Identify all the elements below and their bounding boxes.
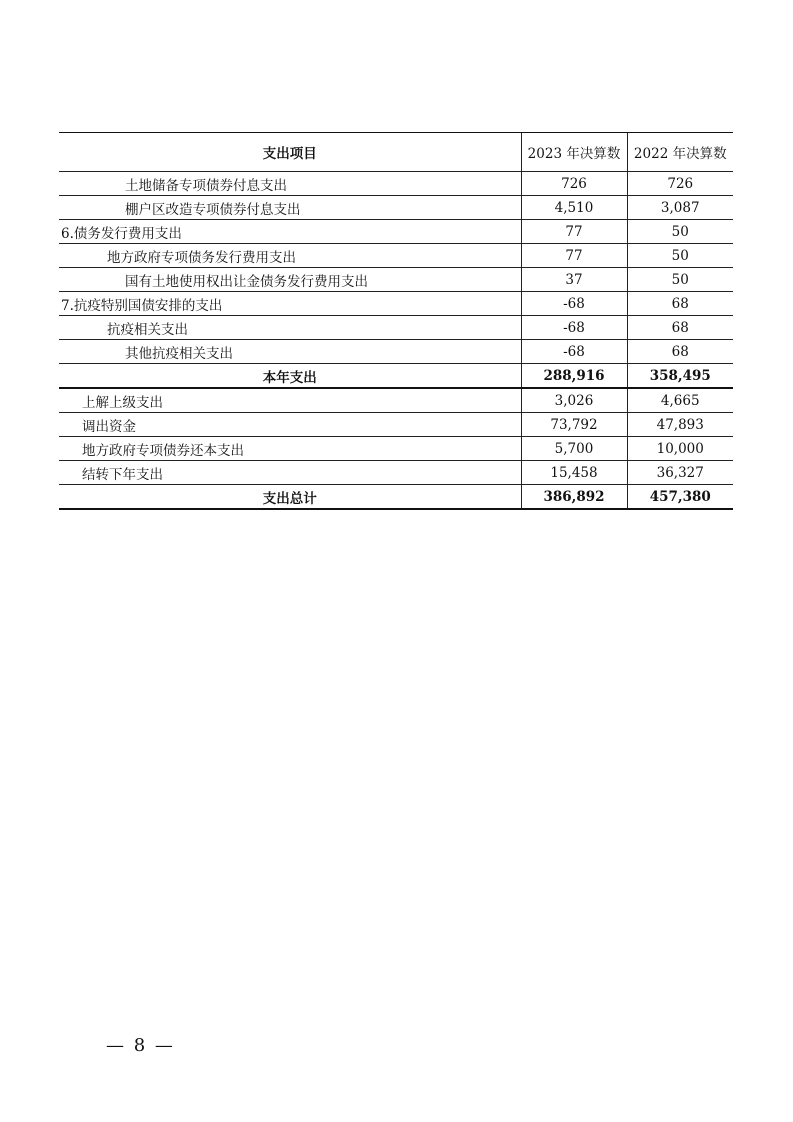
table-row [59,220,733,244]
row-value-2023: 3,026 [521,388,627,413]
row-label: 棚户区改造专项债券付息支出 [59,196,521,220]
row-value-2022: 68 [627,316,733,340]
table-row [59,244,733,268]
row-value-2022: 3,087 [627,196,733,220]
header-item: 支出项目 [59,133,521,172]
grand-total-value-2023: 386,892 [521,485,627,510]
row-label: 国有土地使用权出让金债务发行费用支出 [59,268,521,292]
row-value-2022: 10,000 [627,437,733,461]
row-value-2023: 15,458 [521,461,627,485]
table-row [59,316,733,340]
table-row [59,340,733,364]
header-2023: 2023 年决算数 [521,133,627,172]
row-label: 调出资金 [59,413,521,437]
row-label: 7.抗疫特别国债安排的支出 [59,292,521,316]
expenditure-table [59,132,733,510]
subtotal-row [59,364,733,389]
subtotal-label: 本年支出 [59,364,521,389]
subtotal-value-2022: 358,495 [627,364,733,389]
row-label: 土地储备专项债券付息支出 [59,172,521,196]
table-row [59,461,733,485]
row-value-2023: 77 [521,220,627,244]
subtotal-value-2023: 288,916 [521,364,627,389]
row-label: 其他抗疫相关支出 [59,340,521,364]
row-value-2023: -68 [521,340,627,364]
row-value-2022: 50 [627,268,733,292]
row-value-2022: 4,665 [627,388,733,413]
row-label: 上解上级支出 [59,388,521,413]
row-label: 6.债务发行费用支出 [59,220,521,244]
page-number: — 8 — [106,1035,175,1056]
grand-total-label: 支出总计 [59,485,521,510]
row-value-2022: 50 [627,244,733,268]
row-value-2023: 726 [521,172,627,196]
row-value-2023: -68 [521,292,627,316]
row-value-2022: 47,893 [627,413,733,437]
table-row [59,268,733,292]
table-row [59,413,733,437]
grand-total-value-2022: 457,380 [627,485,733,510]
row-value-2022: 68 [627,292,733,316]
row-label: 抗疫相关支出 [59,316,521,340]
row-value-2023: 4,510 [521,196,627,220]
grand-total-row [59,485,733,510]
table-row [59,172,733,196]
row-value-2022: 50 [627,220,733,244]
header-2022: 2022 年决算数 [627,133,733,172]
row-value-2022: 36,327 [627,461,733,485]
table-header-row [59,133,733,172]
row-value-2023: -68 [521,316,627,340]
row-value-2022: 68 [627,340,733,364]
row-value-2023: 77 [521,244,627,268]
table-row [59,437,733,461]
row-value-2023: 73,792 [521,413,627,437]
row-value-2023: 5,700 [521,437,627,461]
table-row [59,196,733,220]
row-label: 地方政府专项债务发行费用支出 [59,244,521,268]
row-value-2022: 726 [627,172,733,196]
table-row [59,388,733,413]
row-label: 地方政府专项债券还本支出 [59,437,521,461]
row-value-2023: 37 [521,268,627,292]
table-row [59,292,733,316]
row-label: 结转下年支出 [59,461,521,485]
